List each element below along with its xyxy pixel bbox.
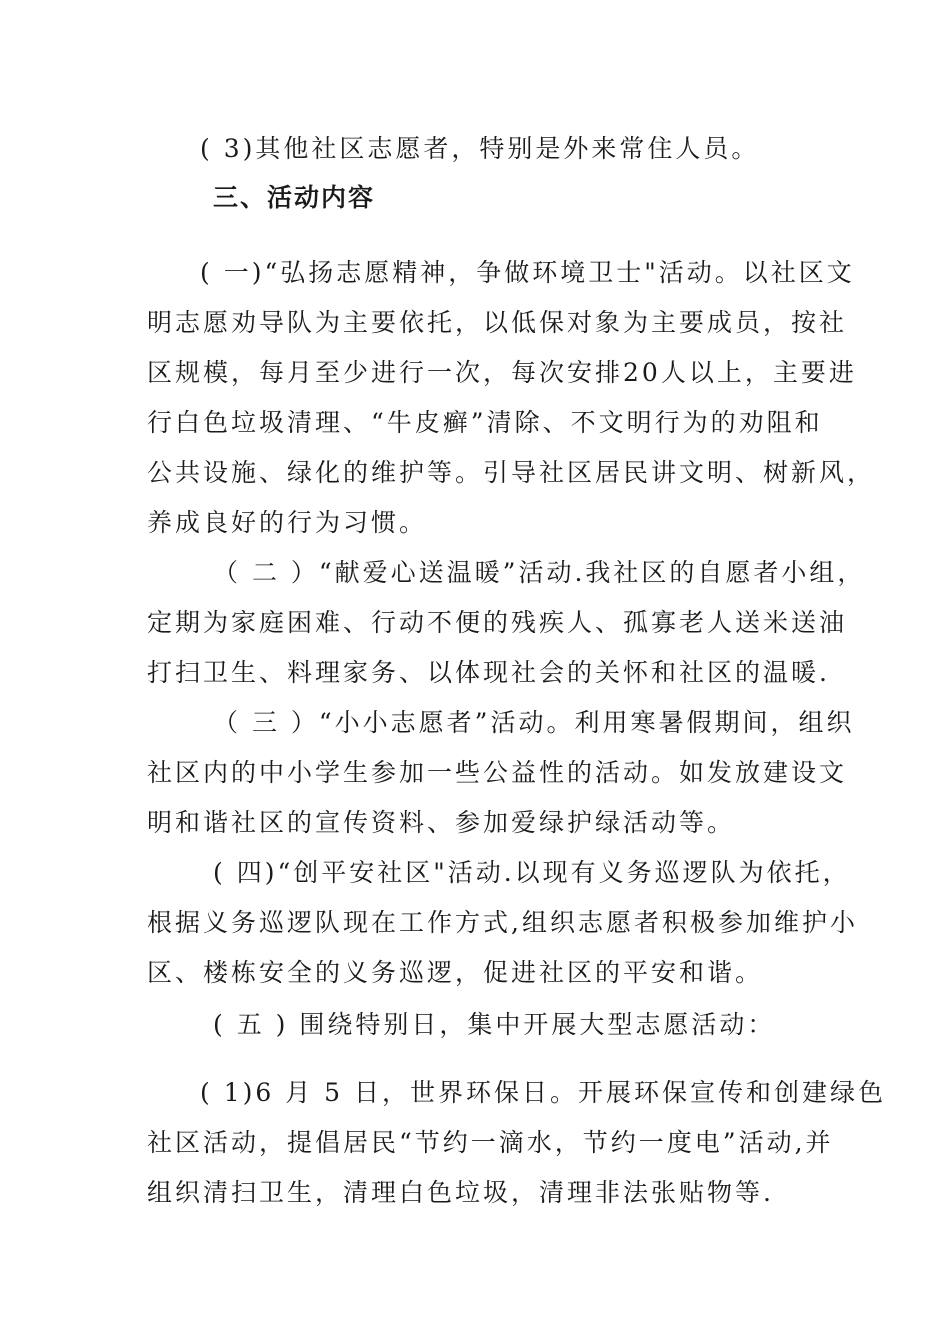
text-line: （ 二 ）“献爱心送温暖”活动.我社区的自愿者小组， <box>213 558 866 587</box>
text-line: 公共设施、绿化的维护等。引导社区居民讲文明、树新风， <box>147 458 876 487</box>
text-line: 明志愿劝导队为主要依托，以低保对象为主要成员，按社 <box>147 308 848 337</box>
text-line: （ 三 ）“小小志愿者”活动。利用寒暑假期间，组织 <box>213 708 855 737</box>
text-line: 明和谐社区的宣传资料、参加爱绿护绿活动等。 <box>147 808 736 837</box>
text-line: ( 3)其他社区志愿者，特别是外来常住人员。 <box>200 134 760 163</box>
text-line: ( 五 ) 围绕特别日，集中开展大型志愿活动： <box>213 1010 776 1039</box>
text-line: ( 1)6 月 5 日，世界环保日。开展环保宣传和创建绿色 <box>200 1078 887 1107</box>
text-line: 社区内的中小学生参加一些公益性的活动。如发放建设文 <box>147 758 848 787</box>
text-line: 行白色垃圾清理、“牛皮癣”清除、不文明行为的劝阻和 <box>147 408 823 437</box>
text-line: 养成良好的行为习惯。 <box>147 508 428 537</box>
text-line: 区规模，每月至少进行一次，每次安排20人以上，主要进 <box>147 358 857 387</box>
text-line: 定期为家庭困难、行动不便的残疾人、孤寡老人送米送油 <box>147 608 848 637</box>
text-line: 社区活动，提倡居民“节约一滴水，节约一度电”活动,并 <box>147 1128 834 1157</box>
text-line: ( 四)“创平安社区"活动.以现有义务巡逻队为依托， <box>213 858 851 887</box>
text-line: 区、楼栋安全的义务巡逻，促进社区的平安和谐。 <box>147 958 764 987</box>
text-line: 根据义务巡逻队现在工作方式,组织志愿者积极参加维护小 <box>147 908 858 937</box>
text-line: 组织清扫卫生，清理白色垃圾，清理非法张贴物等. <box>147 1178 774 1207</box>
text-line: ( 一)“弘扬志愿精神，争做环境卫士"活动。以社区文 <box>200 258 855 287</box>
text-line: 打扫卫生、料理家务、以体现社会的关怀和社区的温暖. <box>147 658 830 687</box>
section-heading: 三、活动内容 <box>213 183 376 212</box>
